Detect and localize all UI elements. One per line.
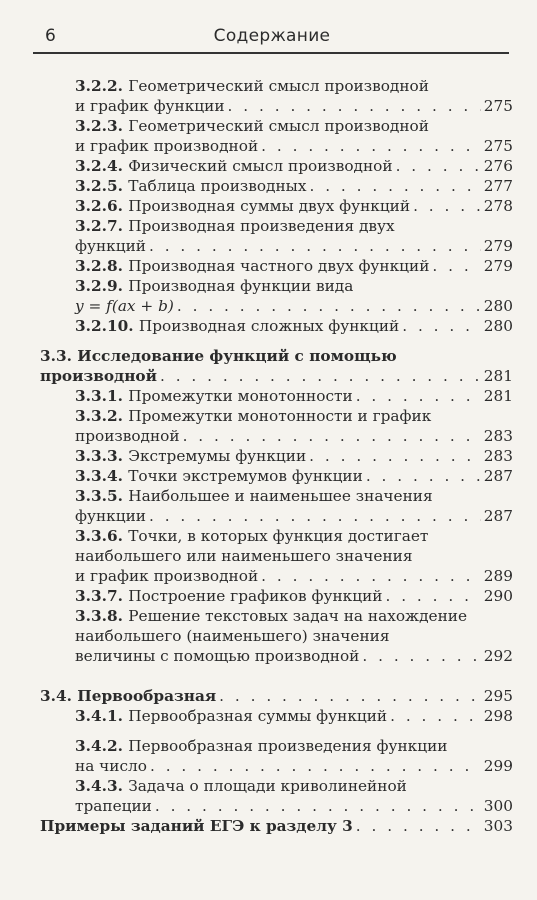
toc-entry[interactable] (75, 566, 513, 586)
toc-entry[interactable] (75, 646, 513, 666)
section-number: 3.4. (40, 687, 78, 705)
page-ref: 280 (483, 317, 513, 335)
page-ref: 299 (483, 757, 513, 775)
toc-entry[interactable] (75, 586, 513, 606)
toc-entry-line (75, 736, 447, 756)
section-number: 3.2.8. (75, 257, 129, 275)
dot-leader (150, 756, 481, 776)
toc-entry[interactable] (75, 426, 513, 446)
toc-entry[interactable] (75, 506, 513, 526)
page-ref: 279 (483, 237, 513, 255)
toc-entry[interactable] (75, 156, 513, 176)
section-title: функций (75, 237, 146, 255)
toc-entry-line (75, 526, 428, 546)
page-ref: 275 (483, 97, 513, 115)
section-title-part: наибольшего или наименьшего значения (75, 547, 413, 565)
dot-leader (149, 236, 481, 256)
page-ref: 287 (483, 507, 513, 525)
section-title-part: Геометрический смысл производной (128, 117, 429, 135)
page-ref: 283 (483, 447, 513, 465)
toc-entry[interactable] (40, 816, 513, 836)
running-title: Содержание (213, 26, 331, 46)
section-number: 3.3.8. (75, 607, 129, 625)
section-title: y = f(ax + b) (75, 297, 174, 315)
toc-entry[interactable] (75, 466, 513, 486)
dot-leader (160, 366, 481, 386)
section-title: Точки экстремумов функции (128, 467, 363, 485)
toc-entry[interactable] (75, 316, 513, 336)
section-number: 3.3.4. (75, 467, 129, 485)
dot-leader (396, 156, 481, 176)
dot-leader (261, 566, 481, 586)
toc-entry-line (75, 626, 389, 646)
section-number: 3.2.9. (75, 277, 129, 295)
dot-leader (228, 96, 481, 116)
toc-entry[interactable] (40, 366, 513, 386)
section-title: Производная сложных функций (138, 317, 400, 335)
page-ref: 298 (483, 707, 513, 725)
dot-leader (366, 466, 481, 486)
section-title: и график производной (75, 137, 259, 155)
section-title: и график функции (75, 97, 225, 115)
toc-entry[interactable] (75, 446, 513, 466)
section-title-part: Промежутки монотонности и график (128, 407, 432, 425)
toc-entry[interactable] (75, 196, 513, 216)
section-number: 3.2.2. (75, 77, 129, 95)
page-ref: 275 (483, 137, 513, 155)
page-ref: 276 (483, 157, 513, 175)
page-ref: 287 (483, 467, 513, 485)
page-ref: 277 (483, 177, 513, 195)
toc-entry[interactable] (75, 296, 513, 316)
section-number: 3.4.2. (75, 737, 129, 755)
dot-leader (149, 506, 481, 526)
dot-leader (385, 586, 480, 606)
toc-entry[interactable] (75, 96, 513, 116)
section-title-part: Наибольшее и наименьшее значения (128, 487, 433, 505)
section-title: трапеции (75, 797, 152, 815)
section-number: 3.3.6. (75, 527, 129, 545)
section-title-part: наибольшего (наименьшего) значения (75, 627, 390, 645)
section-number: 3.3. (40, 347, 78, 365)
section-number: 3.2.4. (75, 157, 129, 175)
page-ref: 289 (483, 567, 513, 585)
dot-leader (362, 646, 480, 666)
dot-leader (356, 386, 481, 406)
section-title: Примеры заданий ЕГЭ к разделу 3 (40, 817, 353, 835)
section-number: 3.3.7. (75, 587, 129, 605)
section-title-part: Решение текстовых задач на нахождение (128, 607, 468, 625)
dot-leader (356, 816, 481, 836)
dot-leader (155, 796, 481, 816)
section-number: 3.2.6. (75, 197, 129, 215)
section-number: 3.3.2. (75, 407, 129, 425)
dot-leader (183, 426, 481, 446)
header-rule (33, 52, 509, 54)
section-title-part: Исследование функций с помощью (77, 347, 397, 365)
section-title-part: Геометрический смысл производной (128, 77, 429, 95)
section-number: 3.3.5. (75, 487, 129, 505)
section-title: производной (40, 367, 157, 385)
dot-leader (432, 256, 480, 276)
toc-entry[interactable] (75, 756, 513, 776)
section-title-part: Производная функции вида (128, 277, 354, 295)
page-header (37, 22, 507, 50)
page-ref: 300 (483, 797, 513, 815)
page-ref: 303 (483, 817, 513, 835)
dot-leader (390, 706, 481, 726)
dot-leader (219, 686, 481, 706)
toc-entry[interactable] (75, 256, 513, 276)
page-number: 6 (45, 26, 56, 46)
section-title: и график производной (75, 567, 259, 585)
toc-entry-line (75, 606, 467, 626)
section-title: величины с помощью производной (75, 647, 360, 665)
toc-entry-line (75, 76, 429, 96)
section-title: функции (75, 507, 146, 525)
section-number: 3.2.3. (75, 117, 129, 135)
section-title: Физический смысл производной (128, 157, 393, 175)
section-number: 3.3.1. (75, 387, 129, 405)
toc-entry[interactable] (75, 796, 513, 816)
toc-entry-line (75, 276, 353, 296)
toc-entry-line (75, 546, 413, 566)
dot-leader (177, 296, 481, 316)
dot-leader (413, 196, 481, 216)
section-title: Первообразная суммы функций (128, 707, 388, 725)
section-title-part: Первообразная произведения функции (128, 737, 448, 755)
toc-entry-line (75, 486, 433, 506)
dot-leader (309, 446, 481, 466)
section-title: на число (75, 757, 147, 775)
section-number: 3.4.1. (75, 707, 129, 725)
page-ref: 292 (483, 647, 513, 665)
section-number: 3.2.10. (75, 317, 139, 335)
page-ref: 279 (483, 257, 513, 275)
page-ref: 283 (483, 427, 513, 445)
page-ref: 278 (483, 197, 513, 215)
toc-entry[interactable] (75, 386, 513, 406)
section-title: производной (75, 427, 180, 445)
section-number: 3.4.3. (75, 777, 129, 795)
section-title: Производная частного двух функций (128, 257, 430, 275)
toc-entry[interactable] (75, 136, 513, 156)
section-title-part: Производная произведения двух (128, 217, 395, 235)
toc-entry-line (75, 406, 431, 426)
dot-leader (309, 176, 480, 196)
section-title: Промежутки монотонности (128, 387, 353, 405)
dot-leader (261, 136, 481, 156)
section-number: 3.3.3. (75, 447, 129, 465)
section-title: Экстремумы функции (128, 447, 307, 465)
toc-entry-line (40, 346, 397, 366)
toc-entry-line (75, 776, 407, 796)
page-ref: 290 (483, 587, 513, 605)
section-title: Первообразная (77, 687, 217, 705)
section-title: Построение графиков функций (128, 587, 383, 605)
section-title: Таблица производных (128, 177, 307, 195)
toc-entry[interactable] (40, 686, 513, 706)
dot-leader (402, 316, 481, 336)
page-ref: 281 (483, 367, 513, 385)
section-number: 3.2.5. (75, 177, 129, 195)
toc-entry[interactable] (75, 706, 513, 726)
section-number: 3.2.7. (75, 217, 129, 235)
page-ref: 281 (483, 387, 513, 405)
page-ref: 280 (483, 297, 513, 315)
page-ref: 295 (483, 687, 513, 705)
toc-entry[interactable] (75, 236, 513, 256)
toc-entry[interactable] (75, 176, 513, 196)
section-title: Производная суммы двух функций (128, 197, 411, 215)
section-title-part: Задача о площади криволинейной (128, 777, 407, 795)
toc-entry-line (75, 116, 429, 136)
section-title-part: Точки, в которых функция достигает (128, 527, 429, 545)
toc-entry-line (75, 216, 395, 236)
